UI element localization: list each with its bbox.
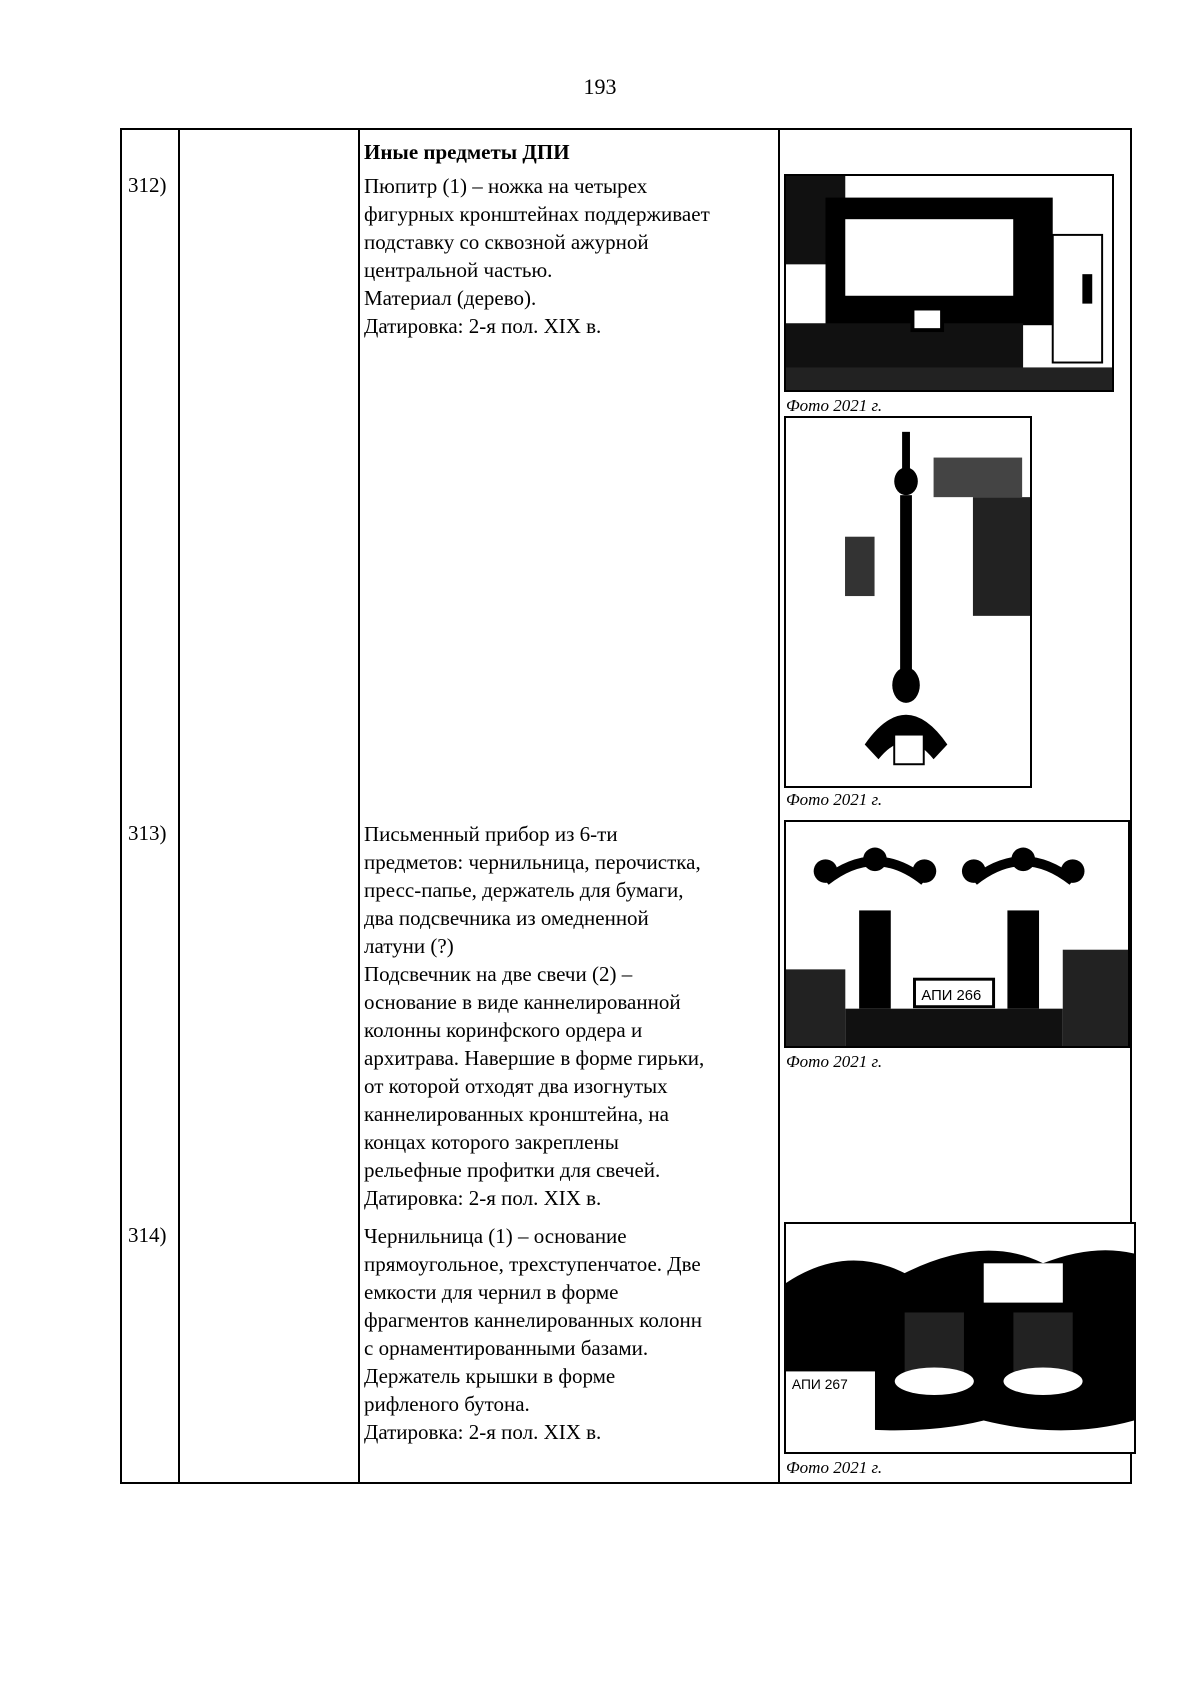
description-line: Датировка: 2-я пол. XIX в. [364,314,602,338]
photo-caption: Фото 2021 г. [786,790,883,809]
description-line: архитрава. Навершие в форме гирьки, [364,1046,705,1070]
description-line: фрагментов каннелированных колонн [364,1308,703,1332]
description-line: Датировка: 2-я пол. XIX в. [364,1420,602,1444]
description-line: пресс-папье, держатель для бумаги, [364,878,684,902]
description-line: фигурных кронштейнах поддерживает [364,202,710,226]
description-line: Подсвечник на две свечи (2) – [364,962,633,986]
column-divider [178,130,180,1482]
description-line: Датировка: 2-я пол. XIX в. [364,1186,602,1210]
entry-description-313 [364,820,774,1212]
description-line: рельефные профитки для свечей. [364,1158,661,1182]
description-line: колонны коринфского ордера и [364,1018,643,1042]
description-line: подставку со сквозной ажурной [364,230,649,254]
column-divider [778,130,780,1482]
column-divider [358,130,360,1482]
entry-description-312 [364,172,774,340]
description-line: от которой отходят два изогнутых [364,1074,668,1098]
svg-text:АПИ 260: АПИ 260 [1032,263,1049,324]
description-line: Держатель крышки в форме [364,1364,616,1388]
svg-text:АПИ 267: АПИ 267 [791,1377,848,1393]
catalog-table [120,128,1132,1484]
photo-caption: Фото 2021 г. [786,1458,883,1477]
description-line: латуни (?) [364,934,454,958]
description-line: Пюпитр (1) – ножка на четырех [364,174,648,198]
description-line: основание в виде каннелированной [364,990,681,1014]
description-line: Письменный прибор из 6-ти [364,822,618,846]
photo-caption: Фото 2021 г. [786,1052,883,1071]
description-line: каннелированных кронштейна, на [364,1102,669,1126]
candlesticks-photo [784,820,1130,1048]
description-line: емкости для чернил в форме [364,1280,619,1304]
section-heading: Иные предметы ДПИ [364,140,570,164]
page-number: 193 [583,74,617,99]
description-line: Чернильница (1) – основание [364,1224,627,1248]
description-line: предметов: чернильница, перочистка, [364,850,701,874]
entry-number-314: 314) [128,1223,167,1247]
description-line: с орнаментированными базами. [364,1336,649,1360]
entry-number-313: 313) [128,821,167,845]
description-line: Материал (дерево). [364,286,537,310]
inkwell-photo [784,1222,1136,1454]
lectern-stand-photo [784,416,1032,788]
svg-text:АПИ 266: АПИ 266 [921,987,982,1004]
description-line: центральной частью. [364,258,553,282]
description-line: концах которого закреплены [364,1130,619,1154]
lectern-top-photo [784,174,1114,392]
description-line: прямоугольное, трехступенчатое. Две [364,1252,701,1276]
photo-caption: Фото 2021 г. [786,396,883,415]
description-line: рифленого бутона. [364,1392,530,1416]
description-line: два подсвечника из омедненной [364,906,649,930]
entry-description-314 [364,1222,774,1446]
entry-number-312: 312) [128,173,167,197]
